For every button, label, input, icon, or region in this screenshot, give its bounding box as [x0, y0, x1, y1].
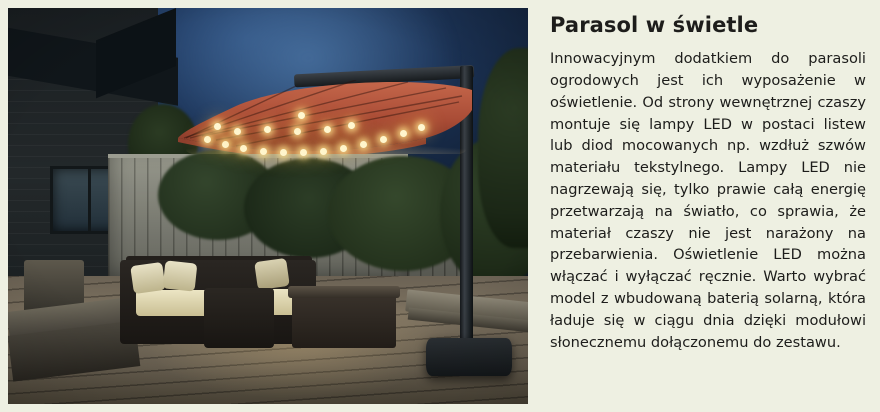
- led-light: [324, 126, 331, 133]
- coffee-table-top: [288, 286, 400, 298]
- led-light: [298, 112, 305, 119]
- umbrella-base: [426, 338, 512, 376]
- sofa-cushion-left: [136, 290, 214, 316]
- led-light: [234, 128, 241, 135]
- led-light: [264, 126, 271, 133]
- article-title: Parasol w świetle: [550, 13, 759, 37]
- led-light: [360, 141, 367, 148]
- led-light: [418, 124, 425, 131]
- article-text-column: [528, 8, 872, 353]
- article-body: Innowacyjnym dodatkiem do parasoli ogrodowych jest ich wyposażenie w oświetlenie. Od strony wewnętrznej czaszy montuje się lampy LED w postaci listew lub diod mocowanych np. wzdłuż szwów materiału tekstylnego. Lampy LED nie nagrzewają się, tylko prawie całą energię przetwarzają na światło, co sprawia, że materiał czaszy nie jest narażony na przebarwienia. Oświetlenie LED można włączać i wyłączać ręcznie. Warto wybrać model z wbudowaną baterią solarną, która ładuje się w ciągu dnia dzięki modułowi słonecznemu dołączonemu do zestawu.: [550, 50, 866, 351]
- led-light: [240, 145, 247, 152]
- led-light: [204, 136, 211, 143]
- led-light: [348, 122, 355, 129]
- led-light: [214, 123, 221, 130]
- pillow-three: [254, 258, 290, 290]
- umbrella-canopy: [176, 80, 474, 154]
- led-light: [222, 141, 229, 148]
- led-light: [280, 149, 287, 156]
- led-light: [294, 128, 301, 135]
- led-light: [320, 148, 327, 155]
- led-light: [380, 136, 387, 143]
- coffee-table-body: [292, 292, 396, 348]
- led-light: [400, 130, 407, 137]
- led-light: [260, 148, 267, 155]
- pillow-two: [163, 260, 198, 291]
- led-light: [340, 145, 347, 152]
- pillow-one: [130, 262, 166, 294]
- article-content: [8, 8, 872, 404]
- article-photo: [8, 8, 528, 404]
- armchair: [204, 288, 274, 348]
- led-light: [300, 149, 307, 156]
